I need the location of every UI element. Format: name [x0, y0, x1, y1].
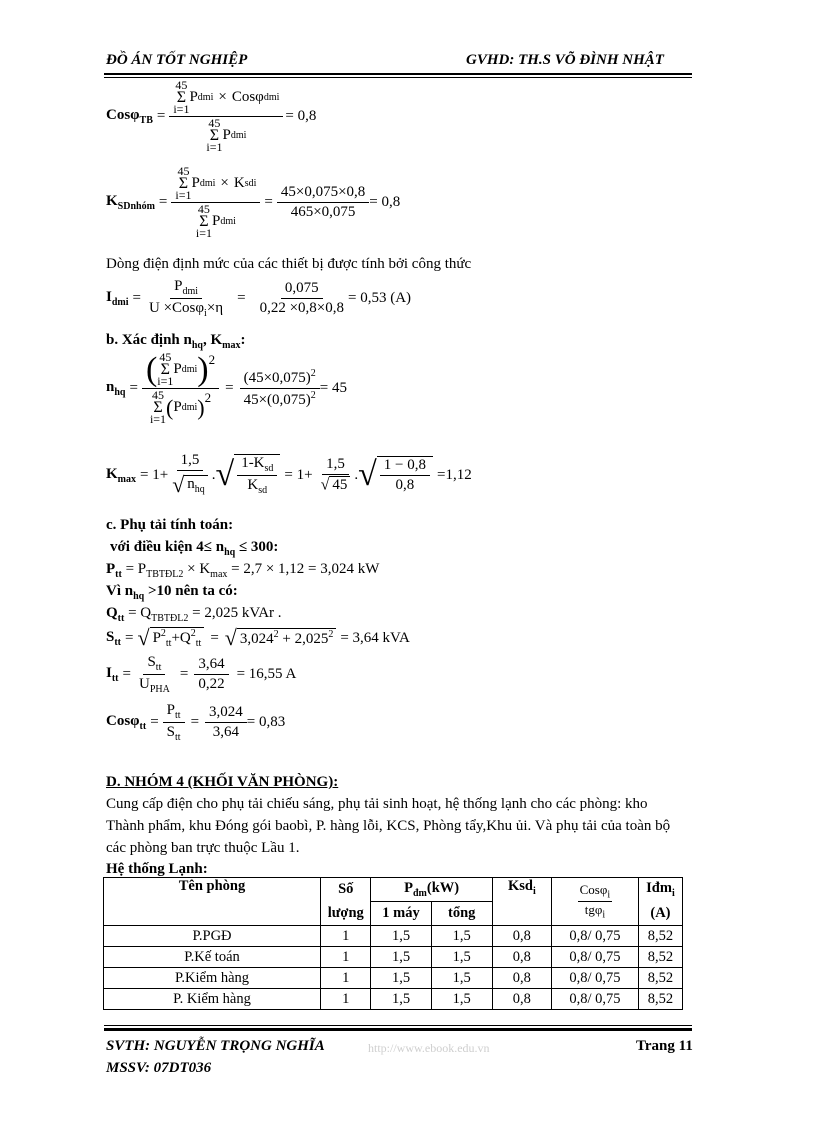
col-header-name: Tên phòng: [104, 878, 321, 926]
table-cell: 8,52: [638, 926, 682, 947]
formula-stt: $S_{tt}$ = √ $P^2_{tt}+Q^2_{tt}$ = √ $3,024^2 + 2,025^2$ = 3,64 kVA: [106, 625, 410, 650]
table-cell: P.Kiểm hàng: [104, 968, 321, 989]
formula-ptt: $P_{tt} = P_{TBTĐL2} \times K_{max} = 2,7 \times 1,12 = 3,024$ kW: [106, 561, 380, 580]
formula-qtt: $Q_{tt} = Q_{TBTĐL2} = 2,025$ kVAr .: [106, 605, 282, 624]
table-cell: 0,8: [492, 947, 551, 968]
footer-watermark: http://www.ebook.edu.vn: [368, 1041, 490, 1055]
table-cell: 1,5: [431, 926, 492, 947]
table-cell: 0,8: [492, 989, 551, 1010]
table-cell: 8,52: [638, 989, 682, 1010]
formula-idm: $I_{dmi}$ = $\frac{P_{dmi}}{U \times Cos\varphi_i\times\eta}$ = $\frac{0,075}{0,22 \times 0,8\times 0,8}$ = 0,53 (A): [106, 278, 412, 319]
footer-rule-thin: [104, 1025, 692, 1026]
table-cell: 1: [320, 926, 370, 947]
table-cell: 1,5: [371, 926, 431, 947]
table-cell: 1,5: [431, 989, 492, 1010]
table-cell: 1: [320, 968, 370, 989]
table-cell: 8,52: [638, 947, 682, 968]
table-row: [104, 947, 683, 968]
heading-c: c. Phụ tải tính toán:: [106, 517, 234, 533]
table-cell: 1,5: [371, 968, 431, 989]
table-cell: 1,5: [431, 947, 492, 968]
footer-student: SVTH: NGUYỄN TRỌNG NGHĨA: [106, 1038, 325, 1054]
header-right: GVHD: TH.S VÕ ĐÌNH NHẬT: [466, 52, 664, 68]
formula-ksd: $K_{SDnhóm}$ = 45 Σ i=1 P dmi × K sdi 45 Σ i=1 P dmi = $\frac{45\times 0,075\times 0,8}{465\times 0,075}$ = 0,8: [106, 164, 401, 240]
col-header-idm: Iđm$_i$: [638, 878, 682, 902]
condition-line: với điều kiện $4\le n_{hq} \le 300$:: [110, 539, 279, 558]
table-cell: 1: [320, 989, 370, 1010]
section-d-heading: D. NHÓM 4 (KHỐI VĂN PHÒNG):: [106, 774, 339, 790]
table-cell: 8,52: [638, 968, 682, 989]
section-d-para-3: các phòng ban trực thuộc Lầu 1.: [106, 840, 300, 856]
table-row: [104, 989, 683, 1010]
table-cell: 0,8/ 0,75: [551, 968, 638, 989]
col-header-total: tổng: [431, 902, 492, 926]
col-header-ksd: Ksd$_i$: [492, 878, 551, 926]
section-d-para-1: Cung cấp điện cho phụ tải chiếu sáng, phụ tải sinh hoạt, hệ thống lạnh cho các phòng: kho: [106, 796, 648, 812]
footer-mssv: MSSV: 07DT036: [106, 1060, 212, 1076]
idm-description: Dòng điện định mức của các thiết bị được tính bởi công thức: [106, 256, 472, 272]
header-rule: [104, 73, 692, 75]
table-cell: 1,5: [431, 968, 492, 989]
formula-cos-tb: Cosφ$_{TB}$ = 45 Σ i=1 P dmi × Cosφ dmi 45 Σ i=1 P dmi = 0,8: [106, 78, 317, 154]
col-header-one: 1 máy: [371, 902, 431, 926]
table-row: [104, 926, 683, 947]
col-header-idm-unit: (A): [638, 902, 682, 926]
table-cell: 0,8: [492, 926, 551, 947]
table-title: Hệ thống Lạnh:: [106, 861, 208, 877]
table-cell: 1,5: [371, 989, 431, 1010]
table-cell: 1: [320, 947, 370, 968]
header-left: ĐỒ ÁN TỐT NGHIỆP: [106, 52, 248, 68]
table-cell: 1,5: [371, 947, 431, 968]
table-cell: 0,8/ 0,75: [551, 947, 638, 968]
table-cell: 0,8/ 0,75: [551, 989, 638, 1010]
table-row: [104, 968, 683, 989]
footer-page: Trang 11: [636, 1038, 693, 1054]
table-cell: P.Kế toán: [104, 947, 321, 968]
heading-b: b. Xác định $n_{hq}$, $K_{max}$:: [106, 332, 246, 351]
formula-cos-tt: Cosφ$_{tt}$ = $\frac{P_{tt}}{S_{tt}}$ = $\frac{3,024}{3,64}$ = 0,83: [106, 702, 286, 743]
col-header-qty: Số: [320, 878, 370, 902]
cooling-table: [103, 877, 683, 1010]
col-header-cos-tg: Cosφ$_i$ tgφ$_i$: [551, 878, 638, 926]
table-cell: P. Kiểm hàng: [104, 989, 321, 1010]
formula-nhq: $n_{hq}$ = ( 45 Σ i=1 P dmi ) 2 45 Σ i=1 ( P dmi ) 2 = $\frac{(45\times 0,075)^2}{45\times(0,075)^2}$ = 45: [106, 350, 347, 426]
vi-line: Vì $n_{hq} >10$ nên ta có:: [106, 583, 238, 602]
formula-kmax: $K_{max}$ = 1+ $\frac{1,5}{√ n_{hq}}$ . √ $\frac{1-K_{sd}}{K_{sd}}$ = 1+ $\frac{1,5}{√ 45}$ . √ $\frac{1 - 0,8}{0,8}$ =1,12: [106, 452, 472, 497]
table-cell: 0,8/ 0,75: [551, 926, 638, 947]
table-cell: P.PGĐ: [104, 926, 321, 947]
section-d-para-2: Thành phẩm, khu Đóng gói baobì, P. hàng lỗi, KCS, Phòng tẩy,Khu ủi. Và phụ tải của toàn bộ: [106, 818, 671, 834]
table-cell: 0,8: [492, 968, 551, 989]
footer-rule: [104, 1028, 692, 1031]
formula-itt: $I_{tt}$ = $\frac{S_{tt}}{U_{PHA}}$ = $\frac{3,64}{0,22}$ = 16,55 A: [106, 654, 297, 695]
header-rule-thin: [104, 77, 692, 78]
col-header-qty-2: lượng: [320, 902, 370, 926]
col-header-pdm: $P_{đm}(kW)$: [371, 878, 492, 902]
